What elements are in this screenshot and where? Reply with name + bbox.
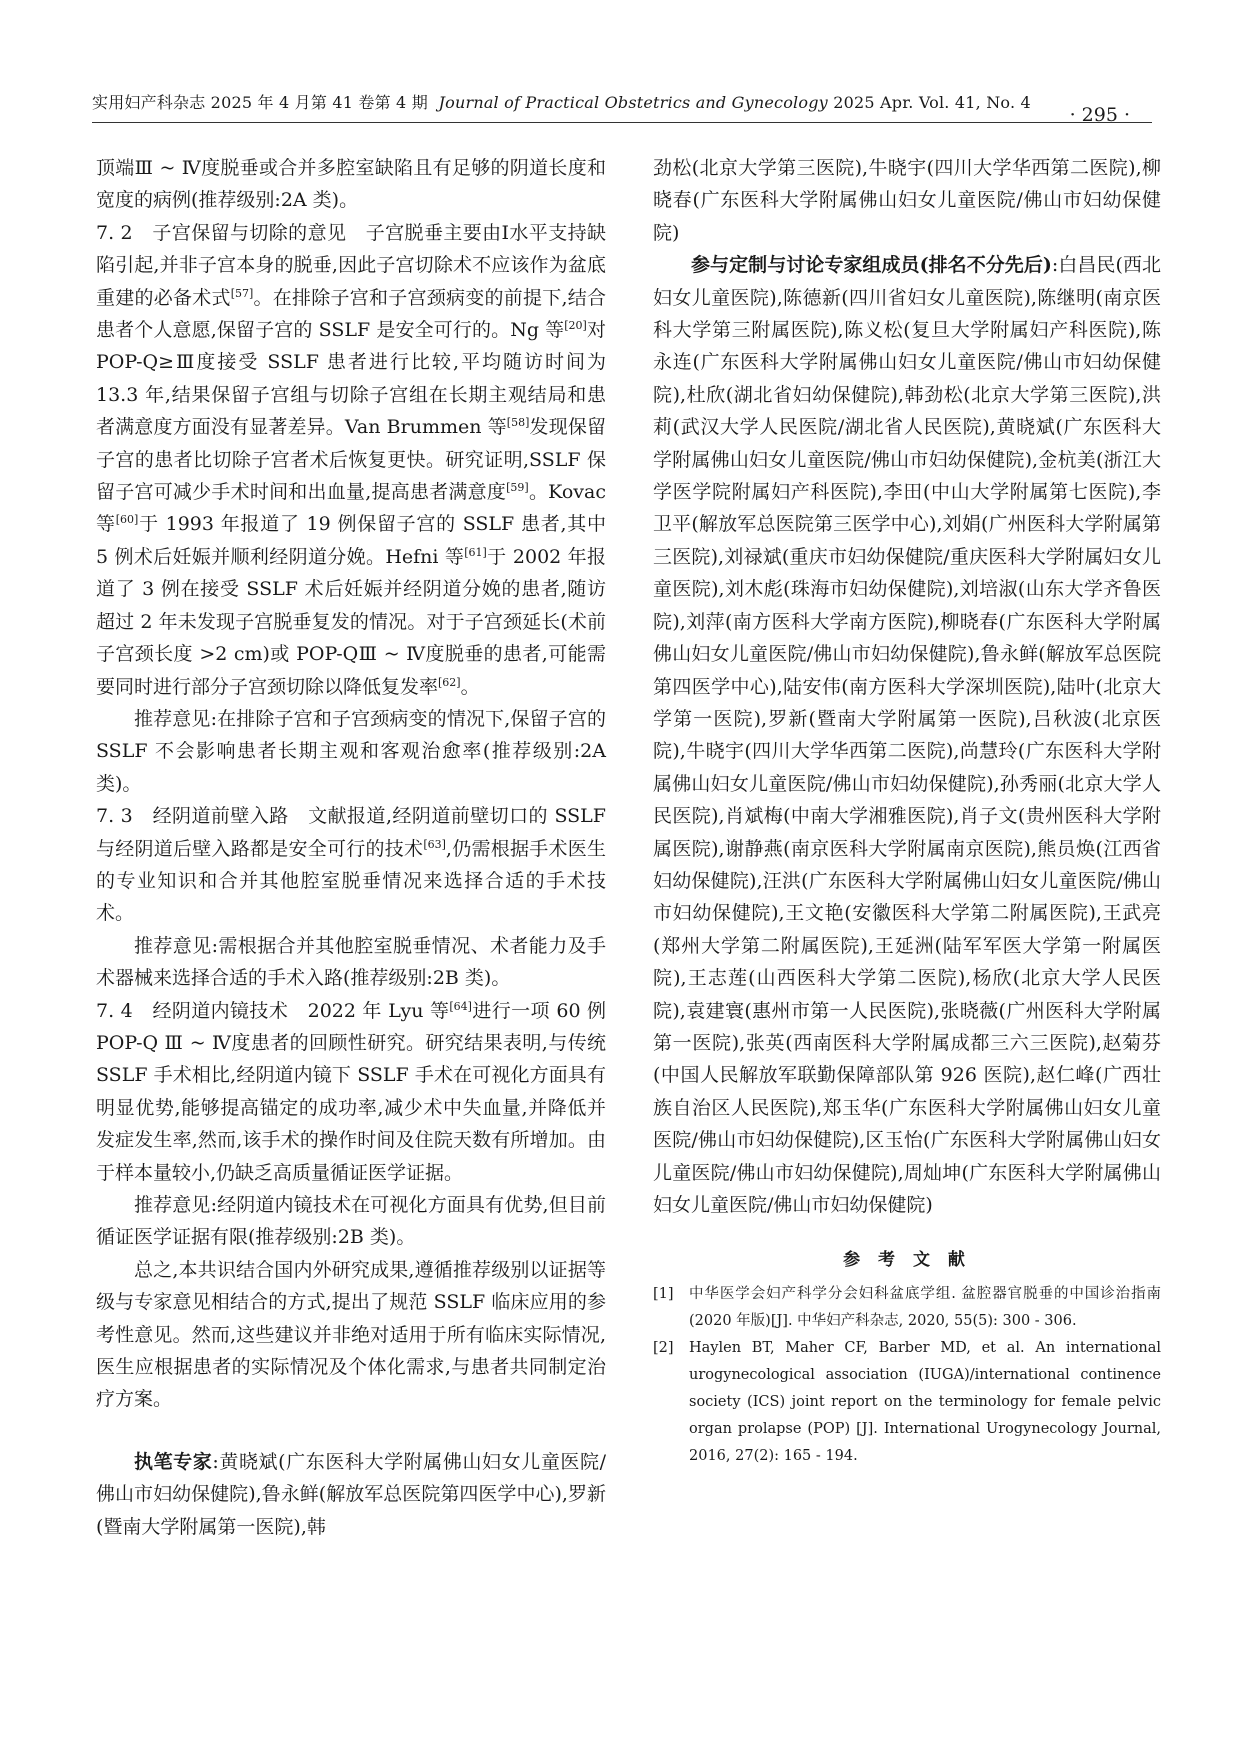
citation: [57] bbox=[230, 286, 254, 300]
recommendation-2: 推荐意见:需根据合并其他腔室脱垂情况、术者能力及手术器械来选择合适的手术入路(推荐级别:2B 类)。 bbox=[96, 934, 606, 990]
citation: [63] bbox=[423, 837, 446, 851]
section-7-2: 7. 2 子宫保留与切除的意见 子宫脱垂主要由Ⅰ水平支持缺陷引起,并非子宫本身的脱垂,因此子宫切除术不应该作为盆底重建的必备术式[57]。在排除子宫和子宫颈病变的前提下,结合患者个人意愿,保留子宫的 SSLF 是安全可行的。Ng 等[20]对 POP-Q≥Ⅲ度接受 SSLF 患者进行比较,平均随访时间为 13.3 年,结果保留子宫组与切除子宫组在长期主观结局和患者满意度方面没有显著差异。Van Brummen 等[58]发现保留子宫的患者比切除子宫者术后恢复更快。研究证明,SSLF 保留子宫可减少手术时间和出血量,提高患者满意度[59]。Kovac 等[60]于 1993 年报道了 19 例保留子宫的 SSLF 患者,其中 5 例术后妊娠并顺利经阴道分娩。Hefni 等[61]于 2002 年报道了 3 例在接受 SSLF 术后妊娠并经阴道分娩的患者,随访超过 2 年未发现子宫脱垂复发的情况。对于子宫颈延长(术前子宫颈长度 >2 cm)或 POP-QⅢ ~ Ⅳ度脱垂的患者,可能需要同时进行部分子宫颈切除以降低复发率[62]。 bbox=[96, 221, 607, 698]
section-7-3: 7. 3 经阴道前壁入路 文献报道,经阴道前壁切口的 SSLF 与经阴道后壁入路都是安全可行的技术[63],仍需根据手术医生的专业知识和合并其他腔室脱垂情况来选择合适的手术技术。 bbox=[96, 805, 606, 925]
header-rule bbox=[92, 122, 1152, 123]
journal-title-en: Journal of Practical Obstetrics and Gynecology bbox=[438, 93, 828, 112]
spacer bbox=[96, 1416, 606, 1446]
references-heading: 参 考 文 献 bbox=[843, 1250, 971, 1271]
section-heading: 7. 2 子宫保留与切除的意见 bbox=[96, 221, 347, 244]
recommendation-1: 推荐意见:在排除子宫和子宫颈病变的情况下,保留子宫的 SSLF 不会影响患者长期主观和客观治愈率(推荐级别:2A 类)。 bbox=[96, 707, 606, 795]
page-number: · 295 · bbox=[1069, 104, 1130, 126]
citation: [62] bbox=[438, 675, 461, 689]
citation: [61] bbox=[464, 545, 487, 559]
citation: [60] bbox=[115, 513, 139, 527]
citation: [20] bbox=[564, 319, 587, 333]
expert-panel: 参与定制与讨论专家组成员(排名不分先后):白昌民(西北妇女儿童医院),陈德新(四川省妇女儿童医院),陈继明(南京医科大学第三附属医院),陈义松(复旦大学附属妇产科医院),陈永连(广东医科大学附属佛山妇女儿童医院/佛山市妇幼保健院),杜欣(湖北省妇幼保健院),韩劲松(北京大学第三医院),洪莉(武汉大学人民医院/湖北省人民医院),黄晓斌(广东医科大学附属佛山妇女儿童医院/佛山市妇幼保健院),金杭美(浙江大学医学院附属妇产科医院),李田(中山大学附属第七医院),李卫平(解放军总医院第三医学中心),刘娟(广州医科大学附属第三医院),刘禄斌(重庆市妇幼保健院/重庆医科大学附属妇女儿童医院),刘木彪(珠海市妇幼保健院),刘培淑(山东大学齐鲁医院),刘萍(南方医科大学南方医院),柳晓春(广东医科大学附属佛山妇女儿童医院/佛山市妇幼保健院),鲁永鲜(解放军总医院第四医学中心),陆安伟(南方医科大学深圳医院),陆叶(北京大学第一医院),罗新(暨南大学附属第一医院),吕秋波(北京医院),牛晓宇(四川大学华西第二医院),尚慧玲(广东医科大学附属佛山妇女儿童医院/佛山市妇幼保健院),孙秀丽(北京大学人民医院),肖斌梅(中南大学湘雅医院),肖子文(贵州医科大学附属医院),谢静燕(南京医科大学附属南京医院),熊员焕(江西省妇幼保健院),汪洪(广东医科大学附属佛山妇女儿童医院/佛山市妇幼保健院),王文艳(安徽医科大学第二附属医院),王武亮(郑州大学第二附属医院),王延洲(陆军军医大学第一附属医院),王志莲(山西医科大学第二医院),杨欣(北京大学人民医院),袁建寰(惠州市第一人民医院),张晓薇(广州医科大学附属第一医院),张英(西南医科大学附属成都三六三医院),赵菊芬(中国人民解放军联勤保障部队第 926 医院),赵仁峰(广西壮族自治区人民医院),郑玉华(广东医科大学附属佛山妇女儿童医院/佛山市妇幼保健院),区玉怡(广东医科大学附属佛山妇女儿童医院/佛山市妇幼保健院),周灿坤(广东医科大学附属佛山妇女儿童医院/佛山市妇幼保健院) bbox=[653, 254, 1161, 1216]
reference-item bbox=[653, 1335, 1161, 1470]
left-column bbox=[96, 152, 606, 1543]
citation: [59] bbox=[506, 481, 529, 495]
journal-citation bbox=[92, 90, 1031, 113]
reference-list bbox=[653, 1281, 1161, 1470]
reference-text: 中华医学会妇产科学分会妇科盆底学组. 盆腔器官脱垂的中国诊治指南(2020 年版)[J]. 中华妇产科杂志, 2020, 55(5): 300 - 306. bbox=[689, 1286, 1161, 1330]
section-heading: 7. 4 经阴道内镜技术 bbox=[96, 999, 289, 1022]
expert-panel-label: 参与定制与讨论专家组成员(排名不分先后) bbox=[691, 254, 1052, 277]
citation: [64] bbox=[449, 999, 472, 1013]
section-heading: 7. 3 经阴道前壁入路 bbox=[96, 805, 289, 828]
section-7-4: 7. 4 经阴道内镜技术 2022 年 Lyu 等[64]进行一项 60 例 POP-Q Ⅲ ~ Ⅳ度患者的回顾性研究。研究结果表明,与传统 SSLF 手术相比,经阴道内镜下 SSLF 手术在可视化方面具有明显优势,能够提高锚定的成功率,减少术中失血量,并降低并发症发生率,然而,该手术的操作时间及住院天数有所增加。由于样本量较小,仍缺乏高质量循证医学证据。 bbox=[96, 999, 606, 1184]
journal-issue-en: 2025 Apr. Vol. 41, No. 4 bbox=[833, 93, 1031, 112]
recommendation-3: 推荐意见:经阴道内镜技术在可视化方面具有优势,但目前循证医学证据有限(推荐级别:2B 类)。 bbox=[96, 1194, 606, 1249]
reference-number: [2] bbox=[653, 1340, 674, 1357]
citation: [58] bbox=[506, 416, 530, 430]
reference-number: [1] bbox=[653, 1286, 674, 1303]
journal-title-cn: 实用妇产科杂志 2025 年 4 月第 41 卷第 4 期 bbox=[92, 93, 428, 112]
right-column bbox=[653, 152, 1161, 1470]
running-header bbox=[92, 90, 1152, 130]
writing-experts-continued: 劲松(北京大学第三医院),牛晓宇(四川大学华西第二医院),柳晓春(广东医科大学附属佛山妇女儿童医院/佛山市妇幼保健院) bbox=[653, 157, 1161, 244]
conclusion-paragraph: 总之,本共识结合国内外研究成果,遵循推荐级别以证据等级与专家意见相结合的方式,提出了规范 SSLF 临床应用的参考性意见。然而,这些建议并非绝对适用于所有临床实际情况,医生应根据患者的实际情况及个体化需求,与患者共同制定治疗方案。 bbox=[96, 1258, 606, 1411]
writing-experts-label: 执笔专家 bbox=[134, 1450, 213, 1473]
paragraph-continued: 顶端Ⅲ ~ Ⅳ度脱垂或合并多腔室缺陷且有足够的阴道长度和宽度的病例(推荐级别:2A 类)。 bbox=[96, 157, 606, 212]
writing-experts: 执笔专家:黄晓斌(广东医科大学附属佛山妇女儿童医院/佛山市妇幼保健院),鲁永鲜(解放军总医院第四医学中心),罗新(暨南大学附属第一医院),韩 bbox=[96, 1450, 606, 1538]
reference-text: Haylen BT, Maher CF, Barber MD, et al. An international urogynecological association (IUGA)/international continence society (ICS) joint report on the terminology for female pelvic organ prolapse (POP) [J]. International Urogynecology Journal, 2016, 27(2): 165 - 194. bbox=[689, 1340, 1161, 1465]
reference-item bbox=[653, 1281, 1161, 1335]
